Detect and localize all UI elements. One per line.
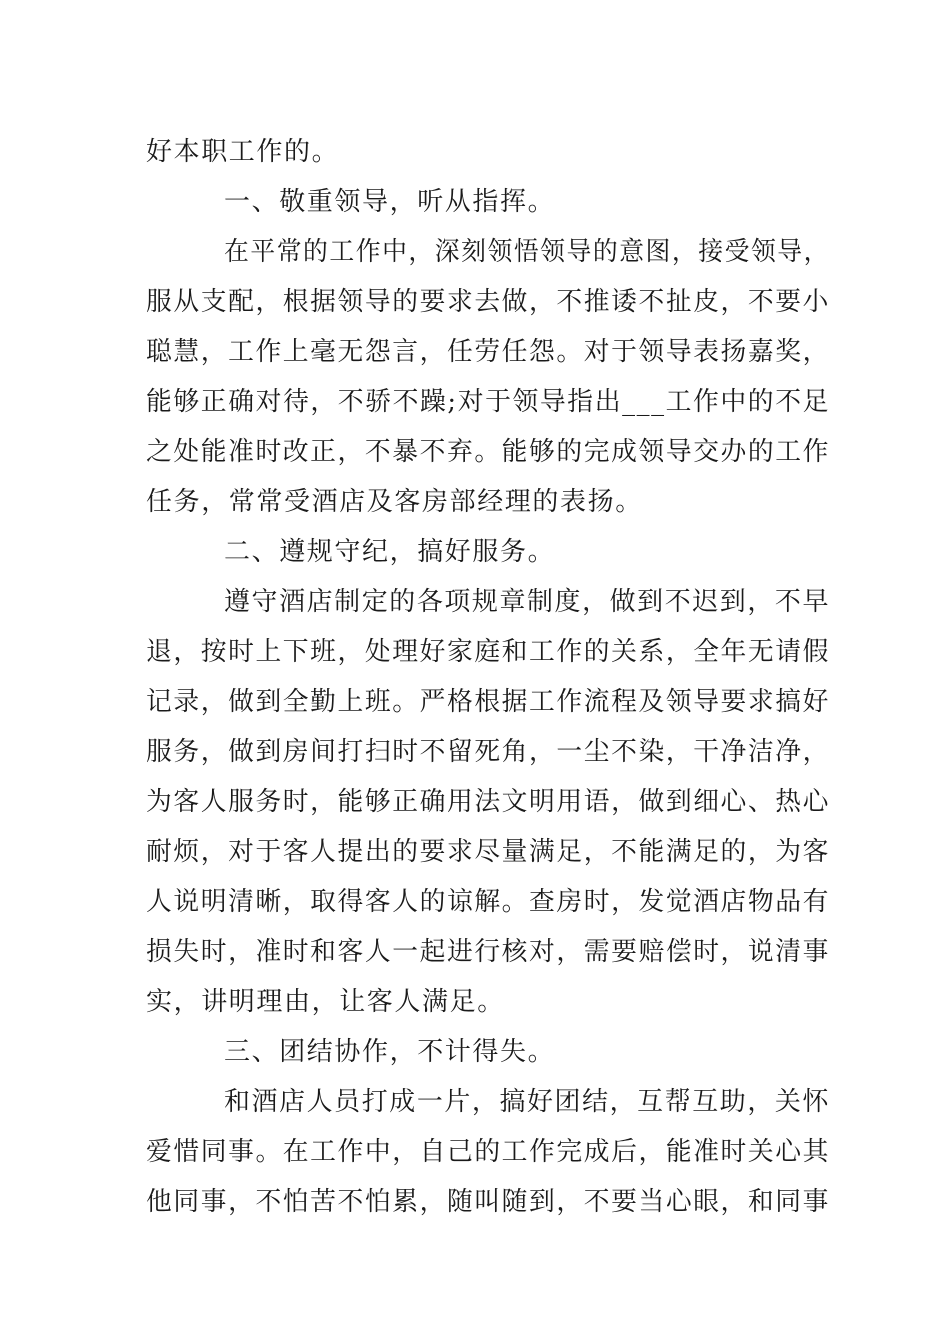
paragraph-line: 任务，常常受酒店及客房部经理的表扬。 xyxy=(146,487,643,517)
paragraph-line: 聪慧，工作上毫无怨言，任劳任怨。对于领导表扬嘉奖， xyxy=(146,337,831,367)
paragraph-line: 之处能准时改正，不暴不弃。能够的完成领导交办的工作 xyxy=(146,437,831,467)
section-heading-1: 一、敬重领导，听从指挥。 xyxy=(224,187,556,217)
paragraph-line: 能够正确对待，不骄不躁;对于领导指出___工作中的不足 xyxy=(146,387,831,417)
paragraph-line: 爱惜同事。在工作中，自己的工作完成后，能准时关心其 xyxy=(146,1137,831,1167)
paragraph-line: 在平常的工作中，深刻领悟领导的意图，接受领导， xyxy=(224,237,830,267)
paragraph-line: 好本职工作的。 xyxy=(146,137,340,167)
paragraph-line: 人说明清晰，取得客人的谅解。查房时，发觉酒店物品有 xyxy=(146,887,831,917)
section-heading-2: 二、遵规守纪，搞好服务。 xyxy=(224,537,556,567)
paragraph-line: 退，按时上下班，处理好家庭和工作的关系，全年无请假 xyxy=(146,637,831,667)
paragraph-line: 服从支配，根据领导的要求去做，不推诿不扯皮，不要小 xyxy=(146,287,831,317)
paragraph-line: 为客人服务时，能够正确用法文明用语，做到细心、热心 xyxy=(146,787,831,817)
paragraph-line: 实，讲明理由，让客人满足。 xyxy=(146,987,505,1017)
paragraph-line: 损失时，准时和客人一起进行核对，需要赔偿时，说清事 xyxy=(146,937,831,967)
section-heading-3: 三、团结协作，不计得失。 xyxy=(224,1037,556,1067)
paragraph-line: 服务，做到房间打扫时不留死角，一尘不染，干净洁净， xyxy=(146,737,831,767)
paragraph-line: 遵守酒店制定的各项规章制度，做到不迟到，不早 xyxy=(224,587,830,617)
paragraph-line: 记录，做到全勤上班。严格根据工作流程及领导要求搞好 xyxy=(146,687,831,717)
paragraph-line: 和酒店人员打成一片，搞好团结，互帮互助，关怀 xyxy=(224,1087,830,1117)
paragraph-line: 耐烦，对于客人提出的要求尽量满足，不能满足的，为客 xyxy=(146,837,831,867)
paragraph-line: 他同事，不怕苦不怕累，随叫随到，不要当心眼，和同事 xyxy=(146,1187,831,1217)
